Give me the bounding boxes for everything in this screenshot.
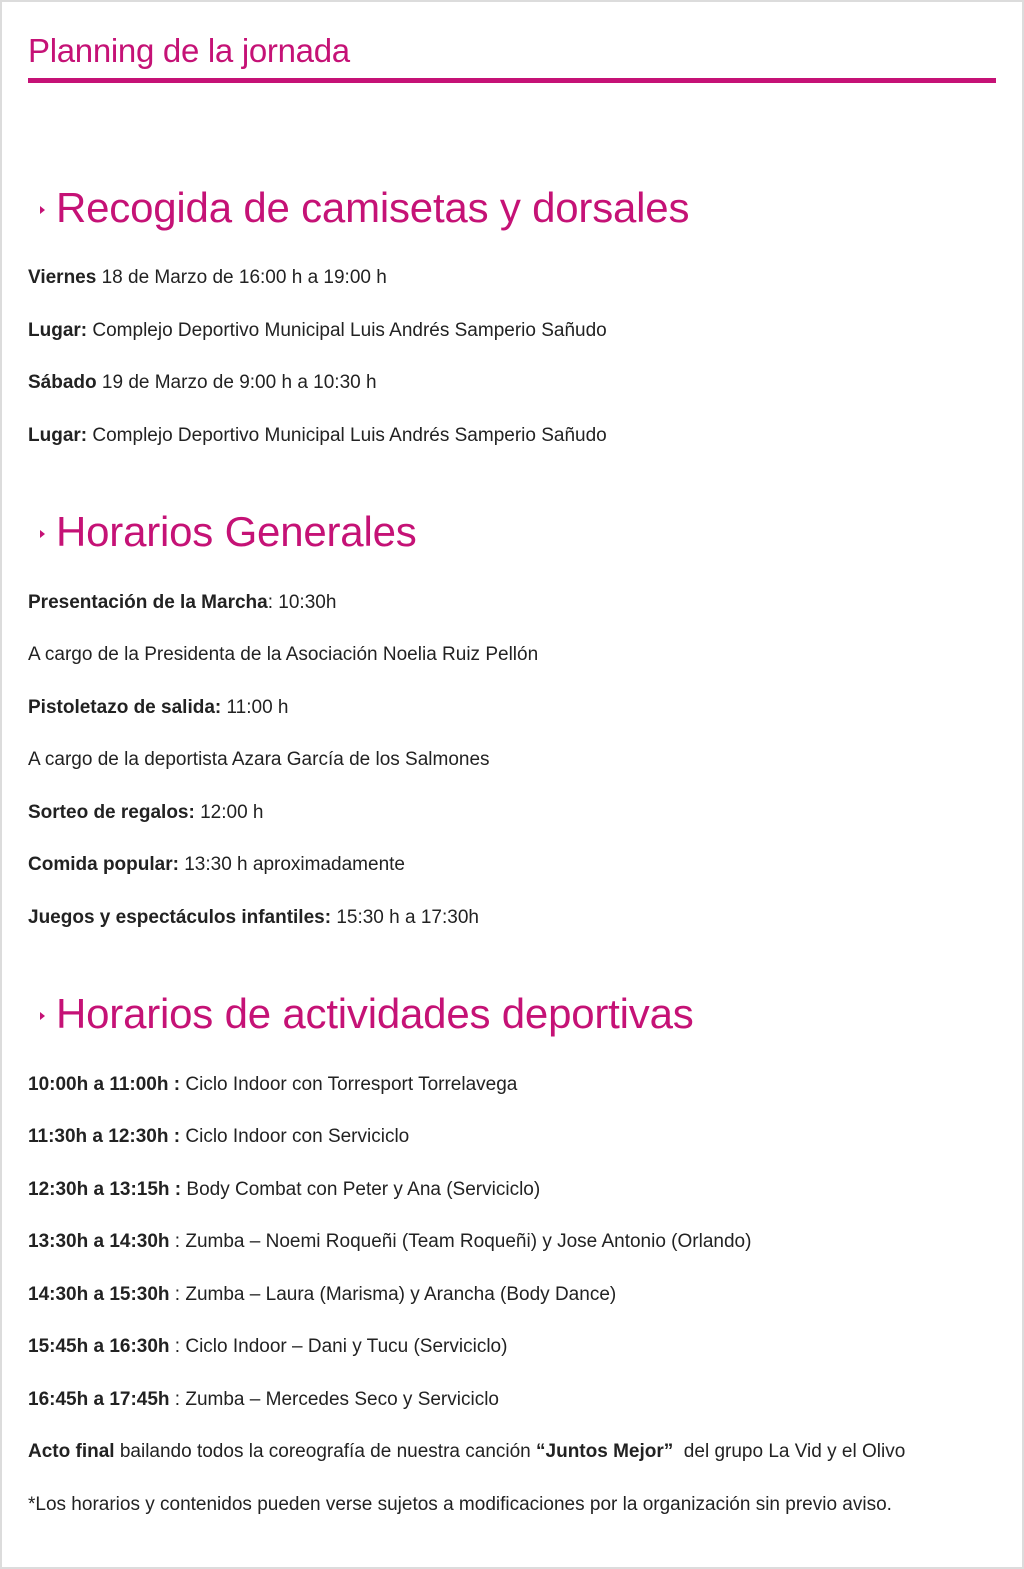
line-label: Comida popular: [28,854,179,875]
line-text: A cargo de la Presidenta de la Asociación Noelia Ruiz Pellón [28,644,539,665]
line-text: 18 de Marzo de 16:00 h a 19:00 h [96,267,387,288]
line-text: 12:00 h [194,802,264,823]
recogida-line-3 [28,371,377,395]
section-heading-actividades [40,990,694,1038]
horarios-line-2 [28,643,538,667]
line-label: 16:45h a 17:45h [28,1389,170,1410]
line-text: 19 de Marzo de 9:00 h a 10:30 h [96,372,377,393]
line-text: del grupo La Vid y el Olivo [673,1441,906,1462]
section-heading-horarios [40,508,417,556]
horarios-line-5 [28,801,264,825]
line-text: Complejo Deportivo Municipal Luis Andrés Samperio Sañudo [87,320,607,341]
line-text: 13:30 h aproximadamente [178,854,405,875]
title-divider [28,78,996,83]
recogida-line-2 [28,319,607,343]
line-label: Sorteo de regalos: [28,802,195,823]
line-text: Ciclo Indoor con Serviciclo [180,1126,410,1147]
line-text: : Zumba – Mercedes Seco y Serviciclo [169,1389,499,1410]
acto-final-line [28,1440,905,1464]
line-label: 12:30h a 13:15h : [28,1179,182,1200]
line-label: Viernes [28,267,97,288]
line-text: : 10:30h [267,592,337,613]
line-text: Body Combat con Peter y Ana (Serviciclo) [181,1179,541,1200]
line-label: Acto final [28,1441,115,1462]
line-label: 14:30h a 15:30h [28,1284,170,1305]
line-label: 15:45h a 16:30h [28,1336,170,1357]
line-label: Pistoletazo de salida: [28,697,222,718]
line-label: Sábado [28,372,97,393]
actividad-line-1 [28,1073,517,1097]
line-text: A cargo de la deportista Azara García de los Salmones [28,749,490,770]
section-heading-text: Horarios de actividades deportivas [56,990,694,1037]
song-title: “Juntos Mejor” [536,1441,674,1462]
caret-right-icon [40,206,45,214]
caret-right-icon [40,530,45,538]
recogida-line-1 [28,266,387,290]
line-label: Lugar: [28,320,88,341]
actividad-line-6 [28,1335,507,1359]
section-heading-text: Horarios Generales [56,508,417,555]
line-text: Complejo Deportivo Municipal Luis Andrés Samperio Sañudo [87,425,607,446]
actividad-line-2 [28,1125,409,1149]
horarios-line-4 [28,748,490,772]
section-heading-recogida [40,184,689,232]
line-label: Presentación de la Marcha [28,592,268,613]
line-text: Ciclo Indoor con Torresport Torrelavega [180,1074,518,1095]
line-text: : Ciclo Indoor – Dani y Tucu (Serviciclo) [169,1336,508,1357]
disclaimer-note: *Los horarios y contenidos pueden verse sujetos a modificaciones por la organización sin previo aviso. [28,1494,892,1515]
actividad-line-3 [28,1178,540,1202]
recogida-line-4 [28,424,607,448]
line-label: Juegos y espectáculos infantiles: [28,907,332,928]
line-text: : Zumba – Laura (Marisma) y Arancha (Body Dance) [169,1284,617,1305]
horarios-line-1 [28,591,336,615]
line-text: 15:30 h a 17:30h [331,907,479,928]
horarios-line-7 [28,906,479,930]
actividad-line-5 [28,1283,616,1307]
line-text: 11:00 h [221,697,289,718]
line-label: 10:00h a 11:00h : [28,1074,181,1095]
horarios-line-6 [28,853,405,877]
line-label: 11:30h a 12:30h : [28,1126,181,1147]
line-text: : Zumba – Noemi Roqueñi (Team Roqueñi) y Jose Antonio (Orlando) [169,1231,752,1252]
line-label: 13:30h a 14:30h [28,1231,170,1252]
line-text: bailando todos la coreografía de nuestra canción [114,1441,537,1462]
line-label: Lugar: [28,425,88,446]
actividad-line-7 [28,1388,499,1412]
section-heading-text: Recogida de camisetas y dorsales [56,184,690,231]
page-title: Planning de la jornada [28,32,350,69]
actividad-line-4 [28,1230,751,1254]
horarios-line-3 [28,696,289,720]
caret-right-icon [40,1012,45,1020]
